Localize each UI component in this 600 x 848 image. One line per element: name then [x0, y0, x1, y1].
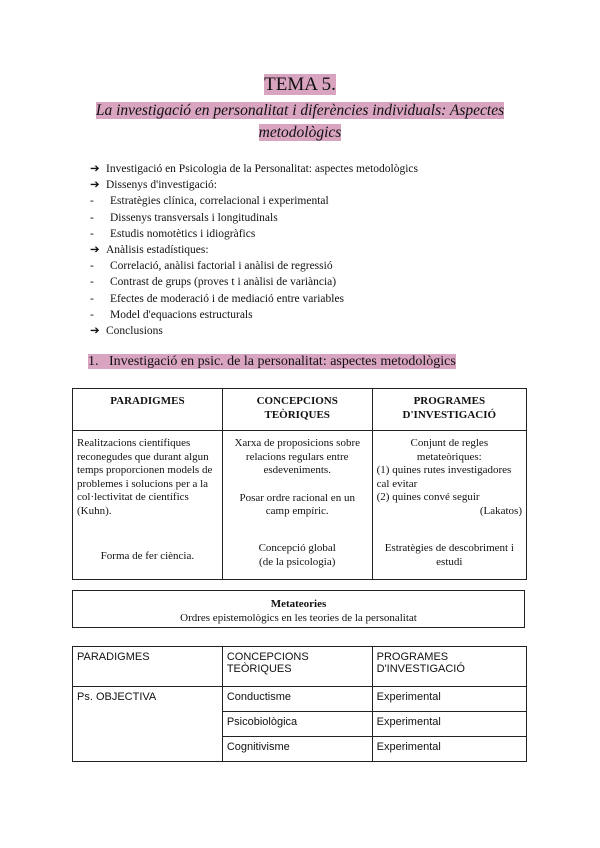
paradigm-mapping-table [72, 646, 527, 762]
metateories-title: Metateories [270, 598, 327, 610]
subtitle-text: La investigació en personalitat i diferències individuals: Aspectes metodològics [95, 102, 505, 141]
dash-icon: - [90, 292, 94, 305]
programes-rule-2: (2) quines convé seguir [376, 491, 480, 503]
table-row [73, 687, 527, 712]
paradigmes-summary: Forma de fer ciència. [100, 549, 195, 562]
dash-icon: - [90, 227, 94, 240]
cell-programa: Experimental [372, 737, 526, 762]
outline-item-text: Estudis nomotètics i idiogràfics [110, 227, 256, 240]
section-title: Investigació en psic. de la personalitat: aspectes metodològics [109, 354, 456, 369]
outline-list [90, 161, 530, 339]
outline-item [90, 323, 530, 339]
header-concepcions: CONCEPCIONS TEÒRIQUES [222, 647, 372, 687]
table-header-row [73, 389, 527, 431]
cell-concepcio: Conductisme [222, 687, 372, 712]
outline-item [90, 161, 530, 177]
outline-item-text: Anàlisis estadístiques: [106, 244, 209, 257]
concepcions-summary: Concepció global (de la psicologia) [258, 542, 336, 568]
cell-programa: Experimental [372, 712, 526, 737]
header-programes: PROGRAMES D'INVESTIGACIÓ [372, 389, 526, 431]
page-title [0, 73, 600, 97]
dash-icon: - [90, 195, 94, 208]
concepcions-definition: Xarxa de proposicions sobre relacions regulars entre esdeveniments. [234, 437, 360, 476]
programes-definition: Conjunt de regles metateòriques: [410, 437, 489, 463]
outline-item-text: Correlació, anàlisi factorial i anàlisi de regressió [110, 260, 333, 273]
arrow-icon: ➔ [90, 244, 100, 257]
outline-item-text: Model d'equacions estructurals [110, 308, 253, 321]
header-programes: PROGRAMES D'INVESTIGACIÓ [372, 647, 526, 687]
cell-paradigmes [73, 431, 223, 580]
section-heading-highlight [88, 354, 456, 369]
arrow-icon: ➔ [90, 179, 100, 192]
table-row [73, 431, 527, 580]
outline-item-text: Investigació en Psicologia de la Personalitat: aspectes metodològics [106, 163, 419, 175]
section-heading [88, 352, 456, 372]
cell-programa: Experimental [372, 687, 526, 712]
cell-programes [372, 431, 526, 580]
table-header-row [73, 647, 527, 687]
outline-item-text: Dissenys transversals i longitudinals [110, 211, 278, 224]
header-concepcions: CONCEPCIONS TEÒRIQUES [222, 389, 372, 431]
paradigmes-definition: Realitzacions científiques reconegudes que durant algun temps proporcionen models de problemes i solucions per a la col·lectivitat de científics (Kuhn). [77, 437, 213, 517]
header-paradigmes: PARADIGMES [73, 389, 223, 431]
outline-item-text: Efectes de moderació i de mediació entre variables [110, 292, 345, 305]
programes-author: (Lakatos) [479, 504, 522, 517]
outline-subitem [90, 193, 530, 209]
dash-icon: - [90, 276, 94, 289]
outline-item-text: Dissenys d'investigació: [106, 179, 217, 192]
outline-subitem [90, 307, 530, 323]
dash-icon: - [90, 211, 94, 224]
metateories-box [72, 590, 525, 628]
programes-summary: Estratègies de descobriment i estudi [384, 542, 514, 568]
dash-icon: - [90, 260, 94, 273]
outline-item-text: Contrast de grups (proves t i anàlisi de variància) [110, 276, 337, 289]
cell-concepcions [222, 431, 372, 580]
outline-item [90, 242, 530, 258]
paradigms-table [72, 388, 527, 580]
cell-concepcio: Cognitivisme [222, 737, 372, 762]
metateories-subtitle: Ordres epistemològics en les teories de la personalitat [180, 612, 417, 624]
section-number: 1. [88, 354, 99, 369]
outline-subitem [90, 226, 530, 242]
outline-subitem [90, 258, 530, 274]
outline-item [90, 177, 530, 193]
arrow-icon: ➔ [90, 163, 100, 175]
arrow-icon: ➔ [90, 325, 100, 338]
dash-icon: - [90, 308, 94, 321]
cell-concepcio: Psicobiològica [222, 712, 372, 737]
outline-item-text: Estratègies clínica, correlacional i experimental [110, 195, 329, 208]
header-paradigmes: PARADIGMES [73, 647, 223, 687]
page-subtitle [95, 100, 505, 144]
outline-subitem [90, 274, 530, 290]
programes-rule-1: (1) quines rutes investigadores cal evitar [376, 464, 512, 490]
outline-subitem [90, 210, 530, 226]
cell-paradigm: Ps. OBJECTIVA [73, 687, 223, 762]
outline-subitem [90, 291, 530, 307]
title-text: TEMA 5. [264, 74, 336, 95]
outline-item-text: Conclusions [106, 325, 163, 338]
concepcions-definition-2: Posar ordre racional en un camp empíric. [239, 491, 355, 517]
